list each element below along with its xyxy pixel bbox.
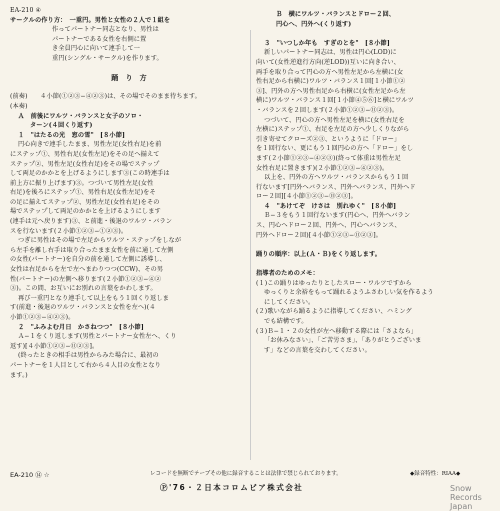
text-line — [10, 64, 248, 74]
watermark-logo: Snow Records Japan — [450, 484, 482, 511]
text-line: す(前進・後退のワルツ・バランスと女性を左へ)(４ — [10, 304, 156, 312]
text-line: Ｂ−３をもう１回行ないます(円心へ、円外へバラン — [264, 212, 411, 220]
text-line: ゆっくりと余裕をもって踊れるようふさわしい気を作るよう — [264, 289, 434, 297]
column-divider — [250, 30, 251, 460]
text-line: 場でステップして両足のかかとを上げるようにします — [10, 208, 161, 216]
text-line: 作ってパートナー同志となり、男性は — [52, 26, 159, 34]
text-line — [10, 83, 248, 93]
text-line: にステップ①、男性右足(女性左足)をその足へ揃えて — [10, 150, 160, 158]
text-line: 横に)ワルツ・バランス１回[１小節④⑤⑥]と横にワルツ — [256, 97, 414, 105]
text-line: 右足)を後ろにステップ①、男性右足(女性左足)をそ — [10, 189, 156, 197]
text-line: 円心向きで連手したまま、男性左足(女性右足)を前 — [18, 141, 162, 149]
text-line: ４ "あけてぞ けさは 別れゆく" [８小節] — [264, 202, 397, 210]
text-line: 女性は右足からを左で左へまわりつつ(CCW)、その男 — [10, 266, 164, 274]
text-line: (１)この踊りはゆったりとしたスロー・ワルツですから — [256, 279, 412, 287]
text-line: ターン(４回くり返す) — [30, 122, 93, 130]
text-line: の女性(パートナー)を自分の前を通して左側に誘導し、 — [10, 256, 166, 264]
text-line: パートナーである女性を右側に置 — [52, 35, 147, 43]
text-line: 再び一重円となり連手して以上をもう１回くり返しま — [18, 294, 169, 302]
text-line — [256, 29, 492, 39]
right-column — [256, 0, 492, 355]
text-line: 指導者のためのメモ： — [256, 270, 319, 278]
text-line: して両足のかかとを上げるようにします③(この時連手は — [10, 170, 170, 178]
left-column — [10, 0, 248, 380]
text-line: 性(パートナー)の左側へ移ります(２小節①②③−④② — [10, 275, 162, 283]
text-line: つづいて、円心の方へ男性左足を横に(女性右足を — [264, 116, 405, 124]
text-line: パートナーを１人目として右から４人目の女性となり — [10, 361, 161, 369]
text-line: (終ったときの相手は男性からみた場合に、最初の — [18, 352, 159, 360]
publisher-copyright: Ⓟ'76・２日本コロムビア株式会社 — [160, 483, 304, 492]
text-line: にしてください。 — [264, 298, 315, 306]
text-line: 行ないます[円外へバランス、円外へバランス、円外へド — [256, 183, 416, 191]
text-line: 小節①②③−④②③)。 — [10, 314, 75, 321]
text-line: ロー２回][４小節①②③−⑪②③]。 — [256, 193, 357, 201]
recording-characteristics: ◆録音特性：RIAA◆ — [410, 471, 461, 477]
text-line: 返す)[４小節①②③−⑪②③]。 — [10, 342, 99, 350]
text-line: ます。) — [10, 371, 28, 379]
text-line: (連手は元へ戻ります)③、と前進・後退のワルツ・バラン — [10, 218, 173, 226]
text-line: 円外へドロー２回)[４小節①②③−⑪②③]。 — [256, 231, 383, 239]
text-line: ③]、円外の方へ男性右足から右横に(女性左足から左 — [256, 87, 406, 95]
copyright-notice: レコードを無断でテープその他に録音することは法律で禁じられております。 — [150, 471, 342, 477]
text-line: 前上方に振り上げます)③。つづいて男性左足(女性 — [10, 179, 154, 187]
text-line: (３)Ｂ−１・２の女性が左へ移動する際には「さよなら」 — [256, 327, 418, 335]
text-line: す」などの言葉を交わしてください。 — [264, 346, 371, 354]
text-line: ・バランスを２回します(２小節①②③−⑪②③)。 — [256, 106, 399, 114]
text-line: (２)歌いながら踊るように指導してください、ハミング — [256, 308, 412, 316]
catalog-number-footer: EA-210 ⑭ ☆ — [10, 471, 50, 479]
text-line: 円心へ、円外へ(くり返す) — [276, 20, 352, 28]
text-line: 新しいパートナー同志は、男性は円心(LOD)に — [264, 49, 397, 57]
text-line: スを行ないます(２小節①②③−①②③)。 — [10, 227, 128, 235]
text-line: 以上を、円外の方へワルツ・バランスからもう１回 — [264, 174, 409, 182]
text-line: 引き寄せてクローズ②③、というように「ドロー」 — [256, 135, 401, 143]
text-line — [256, 240, 492, 250]
text-line: 向いて(女性逆進行方向(逆LOD))互いに向き合い、 — [256, 58, 400, 66]
text-line: サークルの作り方： 一重円。男性と女性の２人で１組を — [10, 16, 171, 24]
text-line — [256, 259, 492, 269]
text-line: でも結構です。 — [264, 318, 308, 325]
text-line: Ｂ 横にワルツ・バランスとドロー２回、 — [276, 11, 396, 18]
text-line: ③)。この間、お互いにお別れの言葉をかわします。 — [10, 285, 157, 293]
text-line: (本奏) — [10, 102, 28, 110]
text-line: の足に揃えてステップ②、男性左足(女性右足)をその — [10, 198, 160, 206]
text-line: 両手を取り合って円心の方へ男性左足から左横に(女 — [256, 68, 404, 76]
text-line: ３ "いつしか年も すぎのとを" [８小節] — [264, 39, 390, 47]
text-line: 女性右足に置きます)(２小節①②③−④②③)。 — [256, 164, 389, 172]
text-line: つぎに男性はその場で左足からワルツ・ステップをしなが — [18, 237, 182, 245]
text-line: １ "はたるの光 窓の雪" [８小節] — [18, 131, 126, 139]
text-line: を１回行ない、更にもう１回円心の方へ「ドロー」をし — [256, 145, 414, 153]
text-line: ます(２小節①②③−④②③)(終って体重は男性左足 — [256, 154, 401, 162]
text-line: ステップ②、男性左足(女性右足)をその場でステップ — [10, 160, 160, 168]
text-line: 踊 り 方 — [111, 73, 147, 83]
text-line: ら左手を離し右手は取り合ったまま女性を前に通して左側 — [10, 246, 174, 254]
text-line: 「お休みなさい」、「ご苦労さま」、「ありがとうございま — [264, 337, 422, 345]
catalog-number-header: EA-210 ④ — [10, 7, 42, 14]
text-line: 性右足から右横に)ワルツ・バランス１回[１小節①② — [256, 78, 406, 86]
text-line: Ａ−１をくり返します(男性とパートナー女性左へ、くり — [18, 333, 177, 341]
text-line: 左横に)ステップ①、右足を左足の方へ少しくりながら — [256, 126, 410, 134]
text-line: 踊りの順序：以上(Ａ・Ｂ)をくり返します。 — [256, 250, 382, 258]
text-line: ス、円心へドロー２回、円外へ、円心へバランス、 — [256, 222, 401, 230]
text-line: き全員円心に向いて連手して一 — [52, 45, 141, 53]
text-line: Ａ 前後にワルツ・バランスと女子のソロ・ — [18, 112, 144, 120]
text-line: 重円(シングル・サークル)を作ります。 — [52, 54, 163, 62]
text-line: (前奏) ４小節(①②③−④②③)は、その場でそのまま待ちます。 — [10, 93, 201, 101]
text-line: ２ "ふみよむ月日 かさねつつ" [８小節] — [18, 323, 144, 331]
